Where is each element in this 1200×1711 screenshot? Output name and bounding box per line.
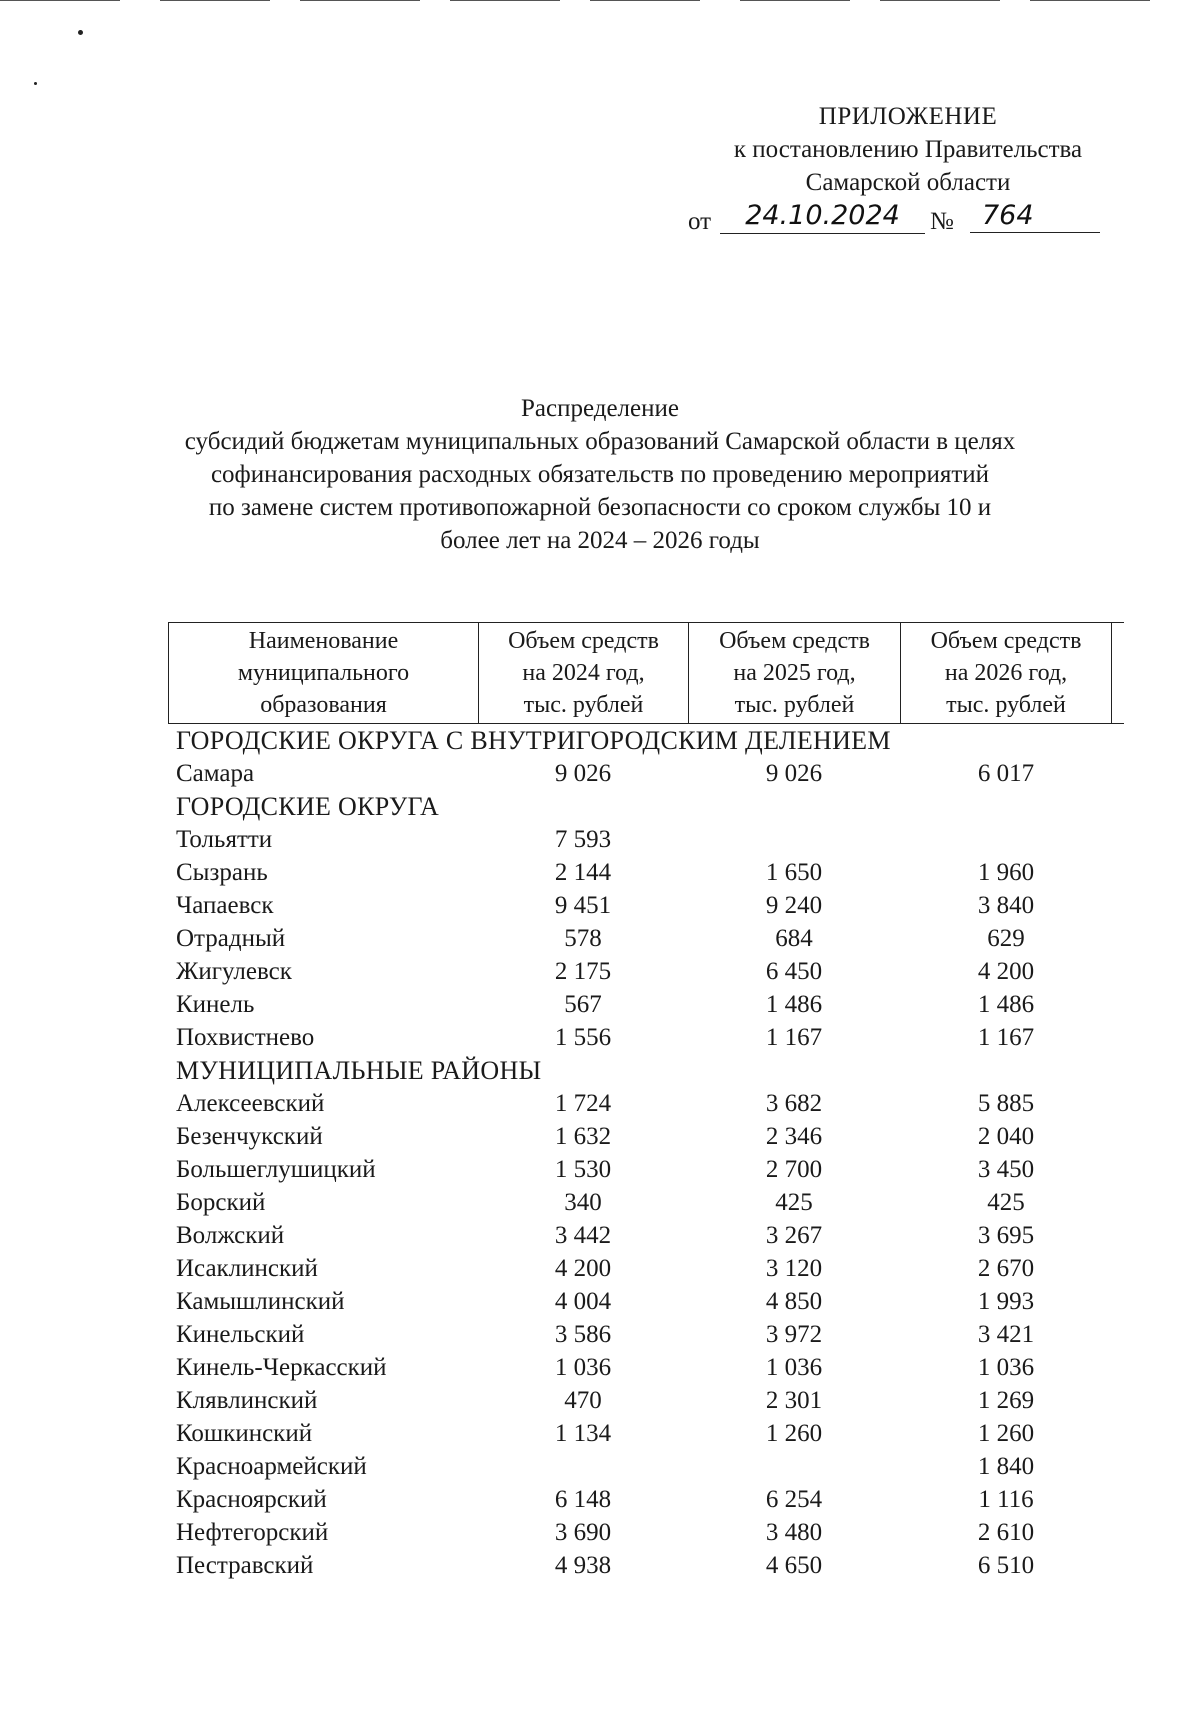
header-line: тыс. рублей [523,692,644,718]
appendix-line: к постановлению Правительства [733,136,1083,163]
value-2024: 7 593 [554,826,612,853]
date-prefix: от [688,208,712,235]
table-row [168,922,1124,955]
value-2025: 3 267 [765,1222,823,1249]
scan-speck [34,82,37,85]
value-2026: 6 510 [977,1552,1035,1579]
header-line: на 2025 год, [733,660,856,686]
table-row [168,1252,1124,1285]
table-row [168,1219,1124,1252]
value-2026: 1 167 [977,1024,1035,1051]
municipality-name: Тольятти [176,826,273,853]
value-2024: 3 690 [554,1519,612,1546]
table-row [168,1153,1124,1186]
title-line: более лет на 2024 – 2026 годы [440,527,760,554]
value-2026: 1 036 [977,1354,1035,1381]
value-2024: 1 724 [554,1090,612,1117]
value-2024: 4 004 [554,1288,612,1315]
table-header [168,622,1124,724]
municipality-name: Кинель-Черкасский [176,1354,387,1381]
municipality-name: Большеглушицкий [176,1156,376,1183]
municipality-name: Пестравский [176,1552,314,1579]
municipality-name: Сызрань [176,859,268,886]
value-2024: 4 938 [554,1552,612,1579]
table-row [168,1285,1124,1318]
table-row [168,823,1124,856]
value-2025: 1 036 [765,1354,823,1381]
header-2025-column [688,623,900,723]
municipality-name: Борский [176,1189,266,1216]
table-row [168,1351,1124,1384]
value-2024: 567 [564,991,602,1018]
table-row [168,1417,1124,1450]
value-2026: 629 [987,925,1025,952]
value-2024: 1 556 [554,1024,612,1051]
value-2024: 6 148 [554,1486,612,1513]
section-heading: ГОРОДСКИЕ ОКРУГА [176,792,440,821]
header-line: на 2024 год, [522,660,645,686]
value-2025: 425 [775,1189,813,1216]
value-2025: 4 650 [765,1552,823,1579]
resolution-dateline [688,199,1128,239]
municipality-name: Безенчукский [176,1123,323,1150]
municipality-name: Жигулевск [176,958,292,985]
header-line: тыс. рублей [946,692,1066,718]
municipality-name: Самара [176,760,255,787]
header-line: Наименование [248,628,399,654]
value-2025: 1 486 [765,991,823,1018]
value-2024: 9 451 [554,892,612,919]
value-2025: 3 120 [765,1255,823,1282]
value-2024: 3 442 [554,1222,612,1249]
value-2025: 3 972 [765,1321,823,1348]
municipality-name: Красноармейский [176,1453,367,1480]
municipality-name: Похвистнево [176,1024,315,1051]
resolution-date: 24.10.2024 [720,199,925,234]
value-2025: 684 [775,925,813,952]
municipality-name: Волжский [176,1222,285,1249]
municipality-name: Алексеевский [176,1090,325,1117]
section-heading: ГОРОДСКИЕ ОКРУГА С ВНУТРИГОРОДСКИМ ДЕЛЕНИЕМ [176,726,891,755]
table-row [168,1186,1124,1219]
table-body [168,724,1124,1582]
table-row [168,1318,1124,1351]
table-row [168,1450,1124,1483]
municipality-name: Нефтегорский [176,1519,329,1546]
header-line: тыс. рублей [734,692,855,718]
municipality-name: Красноярский [176,1486,327,1513]
value-2024: 578 [564,925,602,952]
header-2024-column [478,623,688,723]
document-title [150,392,1050,557]
value-2026: 1 486 [977,991,1035,1018]
value-2026: 425 [987,1189,1025,1216]
title-line: субсидий бюджетам муниципальных образований Самарской области в целях [184,428,1016,455]
value-2026: 1 993 [977,1288,1035,1315]
scan-speck [78,30,83,35]
value-2026: 2 610 [977,1519,1035,1546]
value-2026: 1 260 [977,1420,1035,1447]
header-2026-column [900,623,1112,723]
municipality-name: Исаклинский [176,1255,318,1282]
value-2025: 3 480 [765,1519,823,1546]
header-line: муниципального [237,660,410,686]
value-2026: 6 017 [977,760,1035,787]
value-2026: 2 670 [977,1255,1035,1282]
value-2024: 2 144 [554,859,612,886]
value-2025: 2 346 [765,1123,823,1150]
resolution-number: 764 [970,199,1100,233]
value-2025: 2 700 [765,1156,823,1183]
table-row [168,889,1124,922]
header-name-column [168,623,478,723]
municipality-name: Кошкинский [176,1420,313,1447]
table-row [168,757,1124,790]
section-heading: МУНИЦИПАЛЬНЫЕ РАЙОНЫ [176,1056,542,1085]
value-2024: 1 036 [554,1354,612,1381]
value-2024: 1 530 [554,1156,612,1183]
value-2026: 3 421 [977,1321,1035,1348]
table-row [168,1021,1124,1054]
table-row [168,1384,1124,1417]
value-2024: 1 134 [554,1420,612,1447]
table-row [168,1087,1124,1120]
subsidy-table [168,622,1124,1582]
value-2025: 3 682 [765,1090,823,1117]
number-label: № [930,208,954,235]
scan-edge-marks [0,0,1200,6]
table-row [168,988,1124,1021]
header-line: Объем средств [719,628,870,654]
table-row [168,1120,1124,1153]
section-heading-row [168,790,1124,823]
value-2026: 1 840 [977,1453,1035,1480]
value-2026: 1 960 [977,859,1035,886]
value-2024: 2 175 [554,958,612,985]
value-2025: 6 254 [765,1486,823,1513]
table-row [168,856,1124,889]
municipality-name: Отрадный [176,925,286,952]
municipality-name: Кинельский [176,1321,305,1348]
value-2025: 6 450 [765,958,823,985]
value-2026: 2 040 [977,1123,1035,1150]
table-row [168,1516,1124,1549]
value-2026: 1 116 [978,1486,1034,1513]
appendix-heading: ПРИЛОЖЕНИЕ [818,103,998,130]
section-heading-row [168,1054,1124,1087]
value-2026: 3 695 [977,1222,1035,1249]
header-line: Объем средств [930,628,1082,654]
title-line: Распределение [521,395,679,422]
value-2025: 1 650 [765,859,823,886]
municipality-name: Камышлинский [176,1288,345,1315]
table-row [168,1483,1124,1516]
value-2024: 9 026 [554,760,612,787]
value-2025: 4 850 [765,1288,823,1315]
header-line: на 2026 год, [944,660,1068,686]
value-2026: 5 885 [977,1090,1035,1117]
value-2024: 4 200 [554,1255,612,1282]
municipality-name: Клявлинский [176,1387,318,1414]
value-2024: 470 [564,1387,602,1414]
appendix-block [688,100,1128,239]
value-2025: 9 240 [765,892,823,919]
value-2025: 1 260 [765,1420,823,1447]
table-row [168,955,1124,988]
value-2025: 9 026 [765,760,823,787]
appendix-line: Самарской области [805,169,1011,196]
header-line: Объем средств [508,628,659,654]
municipality-name: Чапаевск [176,892,274,919]
section-heading-row [168,724,1124,757]
value-2025: 1 167 [765,1024,823,1051]
value-2024: 3 586 [554,1321,612,1348]
title-line: софинансирования расходных обязательств по проведению мероприятий [210,461,990,488]
title-line: по замене систем противопожарной безопасности со сроком службы 10 и [208,494,992,521]
header-line: образования [260,692,387,718]
value-2026: 3 450 [977,1156,1035,1183]
value-2026: 3 840 [977,892,1035,919]
value-2026: 1 269 [977,1387,1035,1414]
municipality-name: Кинель [176,991,255,1018]
value-2026: 4 200 [977,958,1035,985]
table-row [168,1549,1124,1582]
value-2024: 340 [564,1189,602,1216]
value-2025: 2 301 [765,1387,823,1414]
value-2024: 1 632 [554,1123,612,1150]
